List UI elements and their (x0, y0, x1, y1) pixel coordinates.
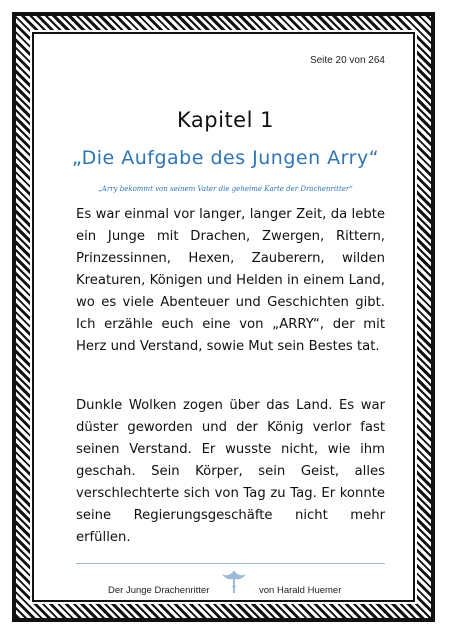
chapter-title: „Die Aufgabe des Jungen Arry“ (71, 147, 380, 169)
footer-author: von Harald Huemer (259, 585, 342, 596)
page-number: Seite 20 von 264 (309, 55, 385, 66)
paragraph-2: Dunkle Wolken zogen über das Land. Es war düster geworden und der König verlor fast seinen Verstand. Er wusste nicht, wie ihm geschah. Sein Körper, sein Geist, alles verschlechterte sich von Tag zu Tag. Er konnte seine Regierungsgeschäfte nicht mehr erfüllen. (76, 398, 385, 545)
chapter-subtitle: „Arry bekommt von seinem Vater die geheime Karte der Drachenritter“ (98, 185, 353, 193)
chapter-heading: Kapitel 1 (177, 108, 274, 132)
footer-book-title: Der Junge Drachenritter (108, 585, 210, 596)
footer-divider (76, 563, 385, 564)
paragraph-1: Es war einmal vor langer, langer Zeit, da lebte ein Junge mit Drachen, Zwergen, Rittern, Prinzessinnen, Hexen, Zauberern, wilden Kreaturen, Königen und Helden in einem Land, wo es viele Abenteuer und Geschichten gibt. Ich erzähle euch eine von „ARRY“, der mit Herz und Verstand, sowie Mut sein Bestes tat. (76, 207, 385, 354)
dragon-emblem-icon (221, 566, 247, 596)
